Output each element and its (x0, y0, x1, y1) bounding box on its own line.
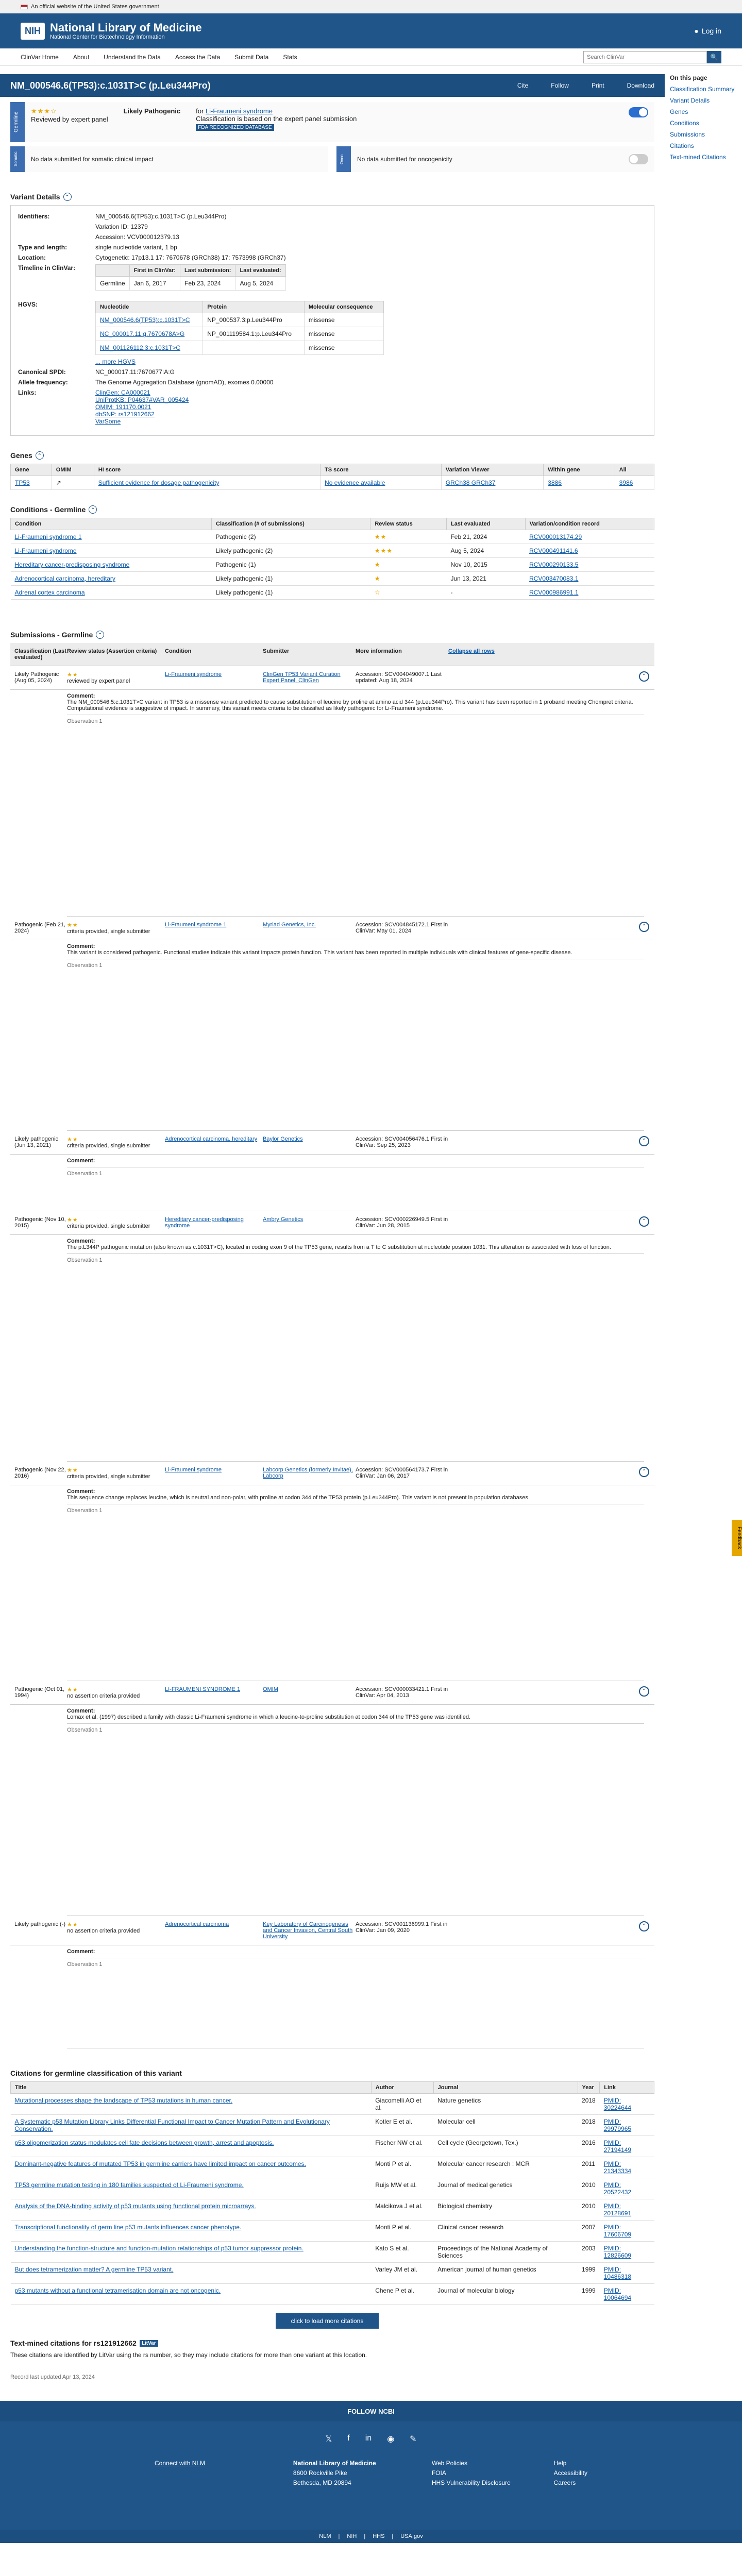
submission-review: criteria provided, single submitter (67, 1223, 150, 1229)
accession: Accession: VCV000012379.13 (95, 233, 179, 241)
link-omim[interactable]: OMIM: 191170.0021 (95, 403, 151, 411)
help-link[interactable]: Help (553, 2460, 567, 2467)
section-title: Citations for germline classification of this variant (10, 2069, 182, 2077)
submission-submitter[interactable]: Baylor Genetics (263, 1136, 303, 1142)
on-this-page-sidebar: On this page Classification Summary Variant Details Genes Conditions Submissions Citations Text-mined Citations (665, 66, 742, 2380)
hhs-disclosure[interactable]: HHS Vulnerability Disclosure (431, 2479, 511, 2486)
chevron-up-icon: ⌃ (36, 451, 44, 460)
follow-button[interactable]: Follow (551, 82, 569, 89)
cite-button[interactable]: Cite (517, 82, 529, 89)
somatic-impact-text: No data submitted for somatic clinical impact (31, 156, 154, 163)
review-status: Reviewed by expert panel (31, 115, 108, 123)
table-row: Adrenal cortex carcinoma Likely pathogenic (1) ☆ - RCV000986991.1 (11, 586, 654, 600)
citation-title[interactable]: p53 mutants without a functional tetramerisation domain are not oncogenic. (11, 2284, 372, 2305)
citation-title[interactable]: Dominant-negative features of mutated TP53 in germline carriers have limited impact on cancer outcomes. (11, 2157, 372, 2178)
feedback-tab[interactable]: Feedback (732, 1520, 742, 1556)
submission-comment: The p.L344P pathogenic mutation (also known as c.1031T>C), located in coding exon 9 of the TP53 gene, results from a T to C substitution at nucleotide position 1031. This alteration is associated with loss of function. (67, 1244, 611, 1250)
expand-chevron-icon[interactable]: ⌃ (639, 922, 649, 932)
variant-title: NM_000546.6(TP53):c.1031T>C (p.Leu344Pro) (10, 80, 211, 91)
pmid-link[interactable]: PMID: 27194149 (600, 2136, 654, 2157)
gov-banner (0, 0, 742, 13)
submission-info: Accession: SCV004056476.1 First in ClinVar: Sep 25, 2023 (356, 1136, 448, 1148)
germline-condition-link[interactable]: Li-Fraumeni syndrome (205, 107, 273, 115)
submission-row (10, 1681, 654, 1705)
submission-submitter[interactable]: ClinGen TP53 Variant Curation Expert Panel, ClinGen (263, 671, 341, 684)
submission-row (10, 1916, 654, 1945)
genes-header[interactable] (10, 451, 654, 460)
citation-title[interactable]: TP53 germline mutation testing in 180 families suspected of Li-Fraumeni syndrome. (11, 2178, 372, 2199)
oncogenicity-panel: Onco No data submitted for oncogenicity (336, 146, 654, 172)
more-hgvs-link[interactable]: ... more HGVS (95, 358, 136, 365)
follow-ncbi: FOLLOW NCBI (0, 2401, 742, 2421)
download-button[interactable]: Download (627, 82, 654, 89)
search-button[interactable]: 🔍 (707, 51, 721, 63)
hgvs-link[interactable]: NM_000546.6(TP53):c.1031T>C (96, 313, 203, 327)
text-mined-note: These citations are identified by LitVar using the rs number, so they may include citations for more than one variant at this location. (10, 2351, 367, 2359)
identifiers-value: NM_000546.6(TP53):c.1031T>C (p.Leu344Pro) (95, 213, 227, 220)
submission-submitter[interactable]: Ambry Genetics (263, 1216, 303, 1223)
submission-info: Accession: SCV000226949.5 First in ClinVar: Jun 28, 2015 (356, 1216, 448, 1229)
submission-submitter[interactable]: OMIM (263, 1686, 278, 1692)
sidebar-item-variant[interactable]: Variant Details (670, 97, 710, 104)
germline-toggle[interactable] (629, 107, 648, 117)
table-row: p53 mutants without a functional tetramerisation domain are not oncogenic. Chene P et al. Journal of molecular biology 1999 PMID: 10064694 (11, 2284, 654, 2305)
conditions-header[interactable] (10, 505, 654, 514)
review-stars: ★★ (67, 1467, 78, 1473)
review-stars: ★★ (67, 1922, 78, 1928)
nav-submit-data[interactable]: Submit Data (234, 53, 269, 61)
expand-chevron-icon[interactable]: ⌃ (639, 1686, 649, 1697)
expand-chevron-icon[interactable]: ⌃ (639, 1921, 649, 1931)
link-clingen[interactable]: ClinGen: CA000021 (95, 389, 150, 396)
gene-link[interactable]: TP53 (11, 476, 52, 490)
ts-score-link[interactable]: No evidence available (321, 476, 442, 490)
submission-condition[interactable]: Li-Fraumeni syndrome 1 (165, 922, 227, 928)
login-label: Log in (701, 27, 721, 35)
section-title: Submissions - Germline (10, 631, 93, 639)
section-title: Text-mined citations for rs121912662 (10, 2339, 137, 2347)
table-row: Li-Fraumeni syndrome 1 Pathogenic (2) ★★ Feb 21, 2024 RCV000013174.29 (11, 530, 654, 544)
submission-info: Accession: SCV004049007.1 Last updated: Aug 18, 2024 (356, 671, 442, 684)
load-more-citations-button[interactable]: click to load more citations (276, 2313, 379, 2329)
submission-classification: Likely pathogenic (Jun 13, 2021) (14, 1136, 59, 1148)
logo-subtitle: National Center for Biotechnology Information (50, 34, 165, 40)
submission-info: Accession: SCV001136999.1 First in ClinVar: Jan 09, 2020 (356, 1921, 448, 1934)
review-stars: ★★ (67, 1217, 78, 1223)
submission-condition[interactable]: LI-FRAUMENI SYNDROME 1 (165, 1686, 241, 1692)
nav-clinvar-home[interactable]: ClinVar Home (21, 53, 59, 61)
pmid-link[interactable]: PMID: 10486318 (600, 2263, 654, 2284)
collapse-all-link[interactable]: Collapse all rows (448, 648, 495, 654)
genes-table: Gene OMIM HI score TS score Variation Viewer Within gene All TP53 ↗ Sufficient evidence for dosage pathogenicity No evidence available GRCh38 GRCh37 3886 3986 (10, 464, 654, 490)
expand-chevron-icon[interactable]: ⌃ (639, 1216, 649, 1227)
submission-review: criteria provided, single submitter (67, 1143, 150, 1149)
submission-classification: Pathogenic (Oct 01, 1994) (14, 1686, 65, 1699)
connect-nlm[interactable]: Connect with NLM (155, 2460, 206, 2467)
citation-title[interactable]: A Systematic p53 Mutation Library Links Differential Functional Impact to Cancer Mutation Pattern and Evolutionary Conservation. (11, 2115, 372, 2136)
submission-review: no assertion criteria provided (67, 1928, 140, 1934)
within-gene-link[interactable]: 3886 (544, 476, 615, 490)
expand-chevron-icon[interactable]: ⌃ (639, 671, 649, 682)
review-stars: ★★ (67, 1687, 78, 1693)
submission-classification: Pathogenic (Feb 21, 2024) (14, 922, 66, 934)
submission-review: no assertion criteria provided (67, 1693, 140, 1699)
observation: Observation 1 (67, 1253, 644, 1263)
observation: Observation 1 (67, 1723, 644, 1733)
expand-chevron-icon[interactable]: ⌃ (639, 1467, 649, 1477)
submission-submitter[interactable]: Myriad Genetics, Inc. (263, 922, 316, 928)
oncogenicity-toggle[interactable] (629, 154, 648, 164)
submission-comment: The NM_000546.5:c.1031T>C variant in TP53 is a missense variant predicted to cause substitution of leucine by proline at amino acid 344 (p.Leu344Pro). This variant has been reported in 1 proband meeting Chompret criteria. Computational evidence is suggestive of impact. In summary, this variant meets criteria to be classified as likely pathogenic for Li-Fraumeni syndrome. (67, 699, 633, 711)
table-row: Transcriptional functionality of germ line p53 mutants influences cancer phenotype. Monti P et al. Clinical cancer research 2007 PMID: 17606709 (11, 2221, 654, 2242)
submission-condition[interactable]: Adrenocortical carcinoma (165, 1921, 229, 1927)
submission-condition[interactable]: Li-Fraumeni syndrome (165, 1467, 222, 1473)
github-icon[interactable]: ◉ (387, 2435, 395, 2444)
conditions-table: Condition Classification (# of submissions) Review status Last evaluated Variation/condition record Li-Fraumeni syndrome 1 Pathogenic (2) ★★ Feb 21, 2024 RCV000013174.29 Li-Fraumeni syndrome Likely pathogenic (2) ★★★ Aug 5, 2024 RCV000491141.6 Hereditary cancer-predisposing syndrome Pathogenic (1) ★ Nov 10, 2015 RCV000290133.5 Adrenocortical carcinoma, hereditary Likely pathogenic (1) ★ Jun 13, 2021 RCV003470083.1 Adrenal cortex carcinoma Likely pathogenic (1) ☆ - RCV000986991.1 (10, 518, 654, 600)
twitter-icon[interactable]: 𝕏 (325, 2435, 332, 2444)
sidebar-item-submissions[interactable]: Submissions (670, 131, 705, 138)
citation-title[interactable]: Analysis of the DNA-binding activity of p53 mutants using functional protein microarrays. (11, 2199, 372, 2221)
submission-comment: Lomax et al. (1997) described a family with classic Li-Fraumeni syndrome in which a leucine-to-proline substitution at codon 344 of the TP53 gene was identified. (67, 1714, 471, 1720)
hgvs-link[interactable]: NM_001126112.3:c.1031T>C (96, 341, 203, 355)
submission-comment: This variant is considered pathogenic. Functional studies indicate this variant impacts protein function. This variant has been reported in multiple individuals with clinical features of gene-specific disease. (67, 950, 572, 956)
section-title: Variant Details (10, 193, 60, 201)
litvar-badge[interactable]: LitVar (140, 2340, 158, 2347)
nav-stats[interactable]: Stats (283, 53, 297, 61)
somatic-impact-panel: Somatic No data submitted for somatic clinical impact (10, 146, 328, 172)
table-row: Analysis of the DNA-binding activity of p53 mutants using functional protein microarrays. Malcikova J et al. Biological chemistry 2010 PMID: 20128691 (11, 2199, 654, 2221)
user-icon: ● (694, 27, 699, 35)
chevron-up-icon: ⌃ (89, 505, 97, 514)
footer-bottom: NLM | NIH | HHS | USA.gov (0, 2530, 742, 2543)
facebook-icon[interactable]: f (347, 2434, 350, 2443)
submission-comment: This sequence change replaces leucine, which is neutral and non-polar, with proline at codon 344 of the TP53 protein (p.Leu344Pro). This variant is not present in population databases. (67, 1495, 530, 1501)
hgvs-link[interactable]: NC_000017.11:g.7670678A>G (96, 327, 203, 341)
submissions-header-row: Classification (Last evaluated) Review status (Assertion criteria) Condition Submitter More information Collapse all rows (10, 643, 654, 666)
nav-access-data[interactable]: Access the Data (175, 53, 221, 61)
link-uniprot[interactable]: UniProtKB: P04637#VAR_005424 (95, 396, 189, 403)
variant-title-bar (0, 74, 665, 97)
submission-condition[interactable]: Hereditary cancer-predisposing syndrome (165, 1216, 244, 1229)
submission-info: Accession: SCV004845172.1 First in ClinVar: May 01, 2024 (356, 922, 448, 934)
submission-submitter[interactable]: Labcorp Genetics (formerly Invitae), Labcorp (263, 1467, 353, 1479)
hgvs-table: Nucleotide Protein Molecular consequence NM_000546.6(TP53):c.1031T>C NP_000537.3:p.Leu344Pro missense NC_000017.11:g.7670678A>G NP_001119584.1:p.Leu344Pro missense NM_001126112.3:c.1031T>C missense (95, 301, 384, 355)
observation: Observation 1 (67, 1504, 644, 1514)
nav-understand-data[interactable]: Understand the Data (104, 53, 161, 61)
pmid-link[interactable]: PMID: 17606709 (600, 2221, 654, 2242)
link-dbsnp[interactable]: dbSNP: rs121912662 (95, 411, 155, 418)
submission-detail: Comment: This sequence change replaces leucine, which is neutral and non-polar, with proline at codon 344 of the TP53 protein (p.Leu344Pro). This variant is not present in population databases. Observation 1 (67, 1485, 644, 1681)
record-updated: Record last updated Apr 13, 2024 (10, 2374, 95, 2380)
review-stars: ★★★☆ (31, 107, 57, 115)
timeline-table: First in ClinVar: Last submission: Last evaluated: Germline Jan 6, 2017 Feb 23, 2024 Aug 5, 2024 (95, 264, 286, 291)
citation-title[interactable]: Transcriptional functionality of germ line p53 mutants influences cancer phenotype. (11, 2221, 372, 2242)
germline-classification: Likely Pathogenic (123, 107, 181, 115)
variation-viewer-link[interactable]: GRCh38 GRCh37 (441, 476, 544, 490)
submission-row (10, 1131, 654, 1155)
submission-row (10, 1211, 654, 1235)
location: Cytogenetic: 17p13.1 17: 7670678 (GRCh38) 17: 7573998 (GRCh37) (95, 254, 286, 261)
submission-info: Accession: SCV000564173.7 First in ClinVar: Jan 06, 2017 (356, 1467, 448, 1479)
table-row: But does tetramerization matter? A germline TP53 variant. Varley JM et al. American journal of human genetics 1999 PMID: 10486318 (11, 2263, 654, 2284)
submission-row (10, 917, 654, 940)
nlm-logo[interactable] (21, 22, 202, 40)
section-title: Genes (10, 451, 32, 460)
table-row: A Systematic p53 Mutation Library Links Differential Functional Impact to Cancer Mutation Pattern and Evolutionary Conservation. Kotler E et al. Molecular cell 2018 PMID: 29979965 (11, 2115, 654, 2136)
oncogenicity-text: No data submitted for oncogenicity (357, 156, 452, 163)
sidebar-item-conditions[interactable]: Conditions (670, 120, 699, 127)
us-flag-icon (21, 5, 28, 9)
submission-review: criteria provided, single submitter (67, 1473, 150, 1480)
social-icons (155, 2434, 587, 2444)
observation: Observation 1 (67, 1958, 644, 1968)
variation-id: Variation ID: 12379 (95, 223, 148, 230)
web-policies[interactable]: Web Policies (431, 2460, 467, 2467)
site-header (0, 13, 742, 48)
allele-frequency: The Genome Aggregation Database (gnomAD), exomes 0.00000 (95, 379, 274, 386)
linkedin-icon[interactable]: in (365, 2434, 372, 2443)
hi-score-link[interactable]: Sufficient evidence for dosage pathogenicity (94, 476, 320, 490)
nih-logo-icon: NIH (21, 23, 45, 40)
omim-icon[interactable]: ↗ (52, 476, 94, 490)
citation-title[interactable]: Mutational processes shape the landscape of TP53 mutations in human cancer. (11, 2094, 372, 2115)
print-button[interactable]: Print (591, 82, 604, 89)
review-stars: ★★ (67, 1137, 78, 1143)
all-variants-link[interactable]: 3986 (615, 476, 654, 490)
table-row: Adrenocortical carcinoma, hereditary Likely pathogenic (1) ★ Jun 13, 2021 RCV003470083.1 (11, 572, 654, 586)
table-row: Hereditary cancer-predisposing syndrome Pathogenic (1) ★ Nov 10, 2015 RCV000290133.5 (11, 558, 654, 572)
observation: Observation 1 (67, 1167, 644, 1177)
pmid-link[interactable]: PMID: 10064694 (600, 2284, 654, 2305)
logo-title: National Library of Medicine (50, 21, 202, 34)
review-stars: ★★ (67, 922, 78, 928)
canonical-spdi: NC_000017.11:7670677:A:G (95, 368, 175, 376)
blog-icon[interactable]: ✎ (410, 2435, 417, 2444)
submission-detail: Comment: Observation 1 (67, 1945, 644, 2048)
foia[interactable]: FOIA (431, 2469, 446, 2477)
type-length: single nucleotide variant, 1 bp (95, 244, 177, 251)
sidebar-item-citations[interactable]: Citations (670, 142, 694, 149)
nlm-name: National Library of Medicine (293, 2460, 376, 2467)
section-title: Conditions - Germline (10, 505, 86, 514)
pmid-link[interactable]: PMID: 12826609 (600, 2242, 654, 2263)
table-row: Dominant-negative features of mutated TP53 in germline carriers have limited impact on cancer outcomes. Monti P et al. Molecular cancer research : MCR 2011 PMID: 21343334 (11, 2157, 654, 2178)
submission-row (10, 1462, 654, 1485)
submission-detail: Comment: Lomax et al. (1997) described a family with classic Li-Fraumeni syndrome in which a leucine-to-proline substitution at codon 344 of the TP53 gene was identified. Observation 1 (67, 1705, 644, 1916)
submissions-header[interactable] (10, 631, 654, 639)
table-row: TP53 germline mutation testing in 180 families suspected of Li-Fraumeni syndrome. Ruijs MW et al. Journal of medical genetics 2010 PMID: 20522432 (11, 2178, 654, 2199)
submission-detail: Comment: The NM_000546.5:c.1031T>C variant in TP53 is a missense variant predicted to cause substitution of leucine by proline at amino acid 344 (p.Leu344Pro). This variant has been reported in 1 proband meeting Chompret criteria. Computational evidence is suggestive of impact. In summary, this variant meets criteria to be classified as likely pathogenic for Li-Fraumeni syndrome. Observation 1 (67, 690, 644, 917)
main-nav (0, 48, 742, 66)
submission-condition[interactable]: Li-Fraumeni syndrome (165, 671, 222, 677)
sidebar-item-text-mined[interactable]: Text-mined Citations (670, 154, 726, 161)
submission-review: reviewed by expert panel (67, 678, 130, 684)
citation-title[interactable]: Understanding the function-structure and function-mutation relationships of p53 tumor suppressor protein. (11, 2242, 372, 2263)
pmid-link[interactable]: PMID: 20128691 (600, 2199, 654, 2221)
submission-detail: Comment: This variant is considered pathogenic. Functional studies indicate this variant impacts protein function. This variant has been reported in multiple individuals with clinical features of gene-specific disease. Observation 1 (67, 940, 644, 1131)
submission-classification: Likely pathogenic (-) (14, 1921, 66, 1927)
submission-review: criteria provided, single submitter (67, 928, 150, 935)
submission-classification: Pathogenic (Nov 22, 2016) (14, 1467, 66, 1479)
gov-text: An official website of the United States government (31, 4, 159, 10)
text-mined-header (10, 2339, 654, 2347)
observation: Observation 1 (67, 715, 644, 724)
germline-tab: Germline (13, 102, 25, 142)
submission-submitter[interactable]: Key Laboratory of Carcinogenesis and Cancer Invasion, Central South University (263, 1921, 353, 1940)
chevron-up-icon: ⌃ (96, 631, 104, 639)
nav-about[interactable]: About (73, 53, 90, 61)
pmid-link[interactable]: PMID: 20522432 (600, 2178, 654, 2199)
expand-chevron-icon[interactable]: ⌃ (639, 1136, 649, 1146)
footer: 𝕏 f in ◉ ✎ Connect with NLM National Library of Medicine 8600 Rockville Pike Bethesda, MD 20894 Web Policies FOIA HHS Vulnerability Disclosure Help Accessibility Careers (0, 2421, 742, 2530)
accessibility-link[interactable]: Accessibility (553, 2469, 587, 2477)
fda-banner: FDA RECOGNIZED DATABASE (196, 124, 274, 131)
pmid-link[interactable]: PMID: 29979965 (600, 2115, 654, 2136)
pmid-link[interactable]: PMID: 21343334 (600, 2157, 654, 2178)
submission-detail: Comment: The p.L344P pathogenic mutation (also known as c.1031T>C), located in coding exon 9 of the TP53 gene, results from a T to C substitution at nucleotide position 1031. This alteration is associated with loss of function. Observation 1 (67, 1235, 644, 1462)
submission-classification: Likely Pathogenic (Aug 05, 2024) (14, 671, 59, 684)
pmid-link[interactable]: PMID: 30224644 (600, 2094, 654, 2115)
germline-summary: Germline ★★★☆ Reviewed by expert panel Likely Pathogenic for Li-Fraumeni syndrome Classification is based on the expert panel submission FDA RECOGNIZED DATABASE (10, 102, 654, 142)
review-stars: ★★ (67, 672, 78, 678)
table-row: Understanding the function-structure and function-mutation relationships of p53 tumor suppressor protein. Kato S et al. Proceedings of the National Academy of Sciences 2003 PMID: 12826609 (11, 2242, 654, 2263)
citation-title[interactable]: p53 oligomerization status modulates cell fate decisions between growth, arrest and apoptosis. (11, 2136, 372, 2157)
variant-details-box: Identifiers: NM_000546.6(TP53):c.1031T>C (p.Leu344Pro) Variation ID: 12379 Accession: VCV000012379.13 Type and length: single nucleotide variant, 1 bp Location: Cytogenetic: 17p13.1 17: 7670678 (GRCh38) 17: 7573998 (GRCh37) Timeline in ClinVar: First in ClinVar: Last submission: Last evaluated: Germline Jan 6, 2017 Feb 23, 2024 Aug 5, 2024 HGVS: Nucleotide Protein Molecular consequence NM_000546.6(TP53):c.1031T>C NP_000537.3:p.Leu344Pro missense NC_000017.11:g.7670678A>G NP_001119584.1:p.Leu344Pro missense NM_001126112.3:c.1031T>C missense ... more HGVS Canonical SPDI: NC_000017.11:7670677:A:G Allele frequency: The Genome Aggregation Database (gnomAD), exomes 0.00000 Links: ClinGen: CA000021 UniProtKB: P04637#VAR_005424 OMIM: 191170.0021 dbSNP: rs121912662 VarSome (10, 205, 654, 436)
chevron-up-icon: ⌃ (63, 193, 72, 201)
submission-row (10, 666, 654, 690)
table-row: p53 oligomerization status modulates cell fate decisions between growth, arrest and apoptosis. Fischer NW et al. Cell cycle (Georgetown, Tex.) 2016 PMID: 27194149 (11, 2136, 654, 2157)
citation-title[interactable]: But does tetramerization matter? A germline TP53 variant. (11, 2263, 372, 2284)
variant-details-header[interactable] (10, 193, 654, 201)
careers-link[interactable]: Careers (553, 2479, 576, 2486)
classification-note: Classification is based on the expert panel submission (196, 115, 357, 123)
table-row: Mutational processes shape the landscape of TP53 mutations in human cancer. Giacomelli AO et al. Nature genetics 2018 PMID: 30224644 (11, 2094, 654, 2115)
sidebar-item-genes[interactable]: Genes (670, 108, 688, 115)
login-link[interactable] (694, 27, 721, 35)
sidebar-item-summary[interactable]: Classification Summary (670, 86, 735, 93)
observation: Observation 1 (67, 959, 644, 969)
link-varsome[interactable]: VarSome (95, 418, 121, 425)
submission-detail: Comment: Observation 1 (67, 1155, 644, 1211)
citations-table: Title Author Journal Year Link Mutational processes shape the landscape of TP53 mutations in human cancer. Giacomelli AO et al. Nature genetics 2018 PMID: 30224644 A Systematic p53 Mutation Library Links Differential Functional Impact to Cancer Mutation Pattern and Evolutionary Conservation. Kotler E et al. Molecular cell 2018 PMID: 29979965 p53 oligomerization status modulates cell fate decisions between growth, arrest and apoptosis. Fischer NW et al. Cell cycle (Georgetown, Tex.) 2016 PMID: 27194149 Dominant-negative features of mutated TP53 in germline carriers have limited impact on cancer outcomes. Monti P et al. Molecular cancer research : MCR 2011 PMID: 21343334 TP53 germline mutation testing in 180 families suspected of Li-Fraumeni syndrome. Ruijs MW et al. Journal of medical genetics 2010 PMID: 20522432 Analysis of the DNA-binding activity of p53 mutants using functional protein microarrays. Malcikova J et al. Biological chemistry 2010 PMID: 20128691 Transcriptional functionality of germ line p53 mutants influences cancer phenotype. Monti P et al. Clinical cancer research 2007 PMID: 17606709 Understanding the function-structure and function-mutation relationships of p53 tumor suppressor protein. Kato S et al. Proceedings of the National Academy of Sciences 2003 PMID: 12826609 But does tetramerization matter? A germline TP53 variant. Varley JM et al. American journal of human genetics 1999 PMID: 10486318 p53 mutants without a functional tetramerisation domain are not oncogenic. Chene P et al. Journal of molecular biology 1999 PMID: 10064694 (10, 2081, 654, 2305)
submission-info: Accession: SCV000033421.1 First in ClinVar: Apr 04, 2013 (356, 1686, 448, 1699)
citations-header (10, 2069, 654, 2077)
submission-classification: Pathogenic (Nov 10, 2015) (14, 1216, 66, 1229)
submission-condition[interactable]: Adrenocortical carcinoma, hereditary (165, 1136, 258, 1142)
table-row: Li-Fraumeni syndrome Likely pathogenic (2) ★★★ Aug 5, 2024 RCV000491141.6 (11, 544, 654, 558)
search-input[interactable] (583, 51, 707, 63)
